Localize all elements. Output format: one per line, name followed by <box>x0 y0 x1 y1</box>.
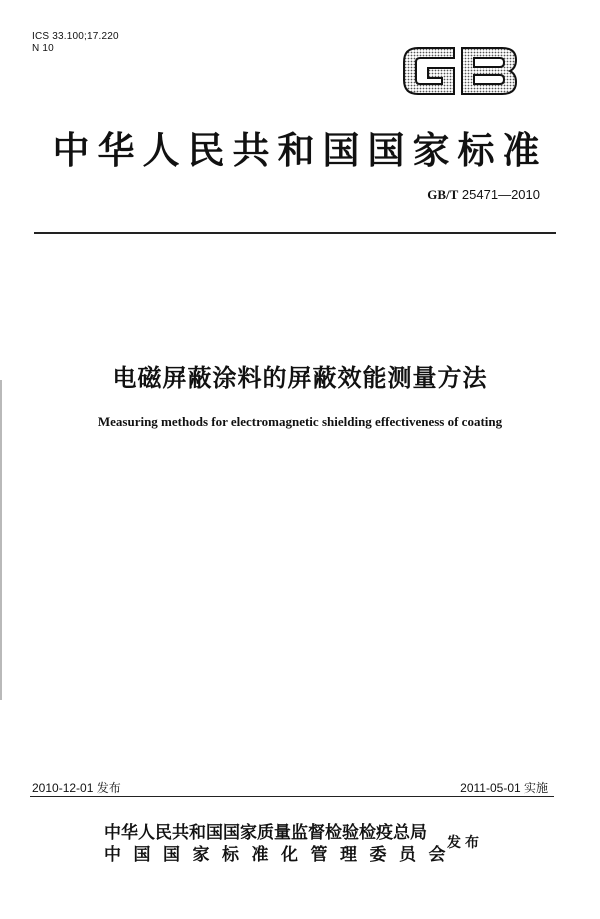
publish-date: 2010-12-01 发布 <box>32 781 121 795</box>
issuing-authorities <box>104 822 458 866</box>
document-title-chinese: 电磁屏蔽涂料的屏蔽效能测量方法 <box>112 364 488 392</box>
ccs-code: N 10 <box>32 43 54 54</box>
standard-prefix: GB/T <box>427 187 459 202</box>
logo-letter-g <box>404 48 454 94</box>
issue-label: 发布 <box>447 835 483 851</box>
standard-number <box>427 187 540 203</box>
gb-logo <box>398 42 522 100</box>
national-standard-title: 中华人民共和国国家标准 <box>52 128 548 172</box>
document-title-english: Measuring methods for electromagnetic shielding effectiveness of coating <box>97 414 503 429</box>
implementation-date: 2011-05-01 实施 <box>460 781 548 795</box>
logo-letter-b <box>462 48 516 94</box>
issuer-aqsiq: 中华人民共和国国家质量监督检验检疫总局 <box>104 823 427 843</box>
footer-divider <box>30 796 554 797</box>
header-divider <box>34 232 556 234</box>
standard-code: 25471—2010 <box>461 187 540 202</box>
issuer-sac: 中国国家标准化管理委员会 <box>104 845 458 865</box>
classification-block <box>32 31 119 55</box>
ics-code: ICS 33.100;17.220 <box>32 31 119 42</box>
